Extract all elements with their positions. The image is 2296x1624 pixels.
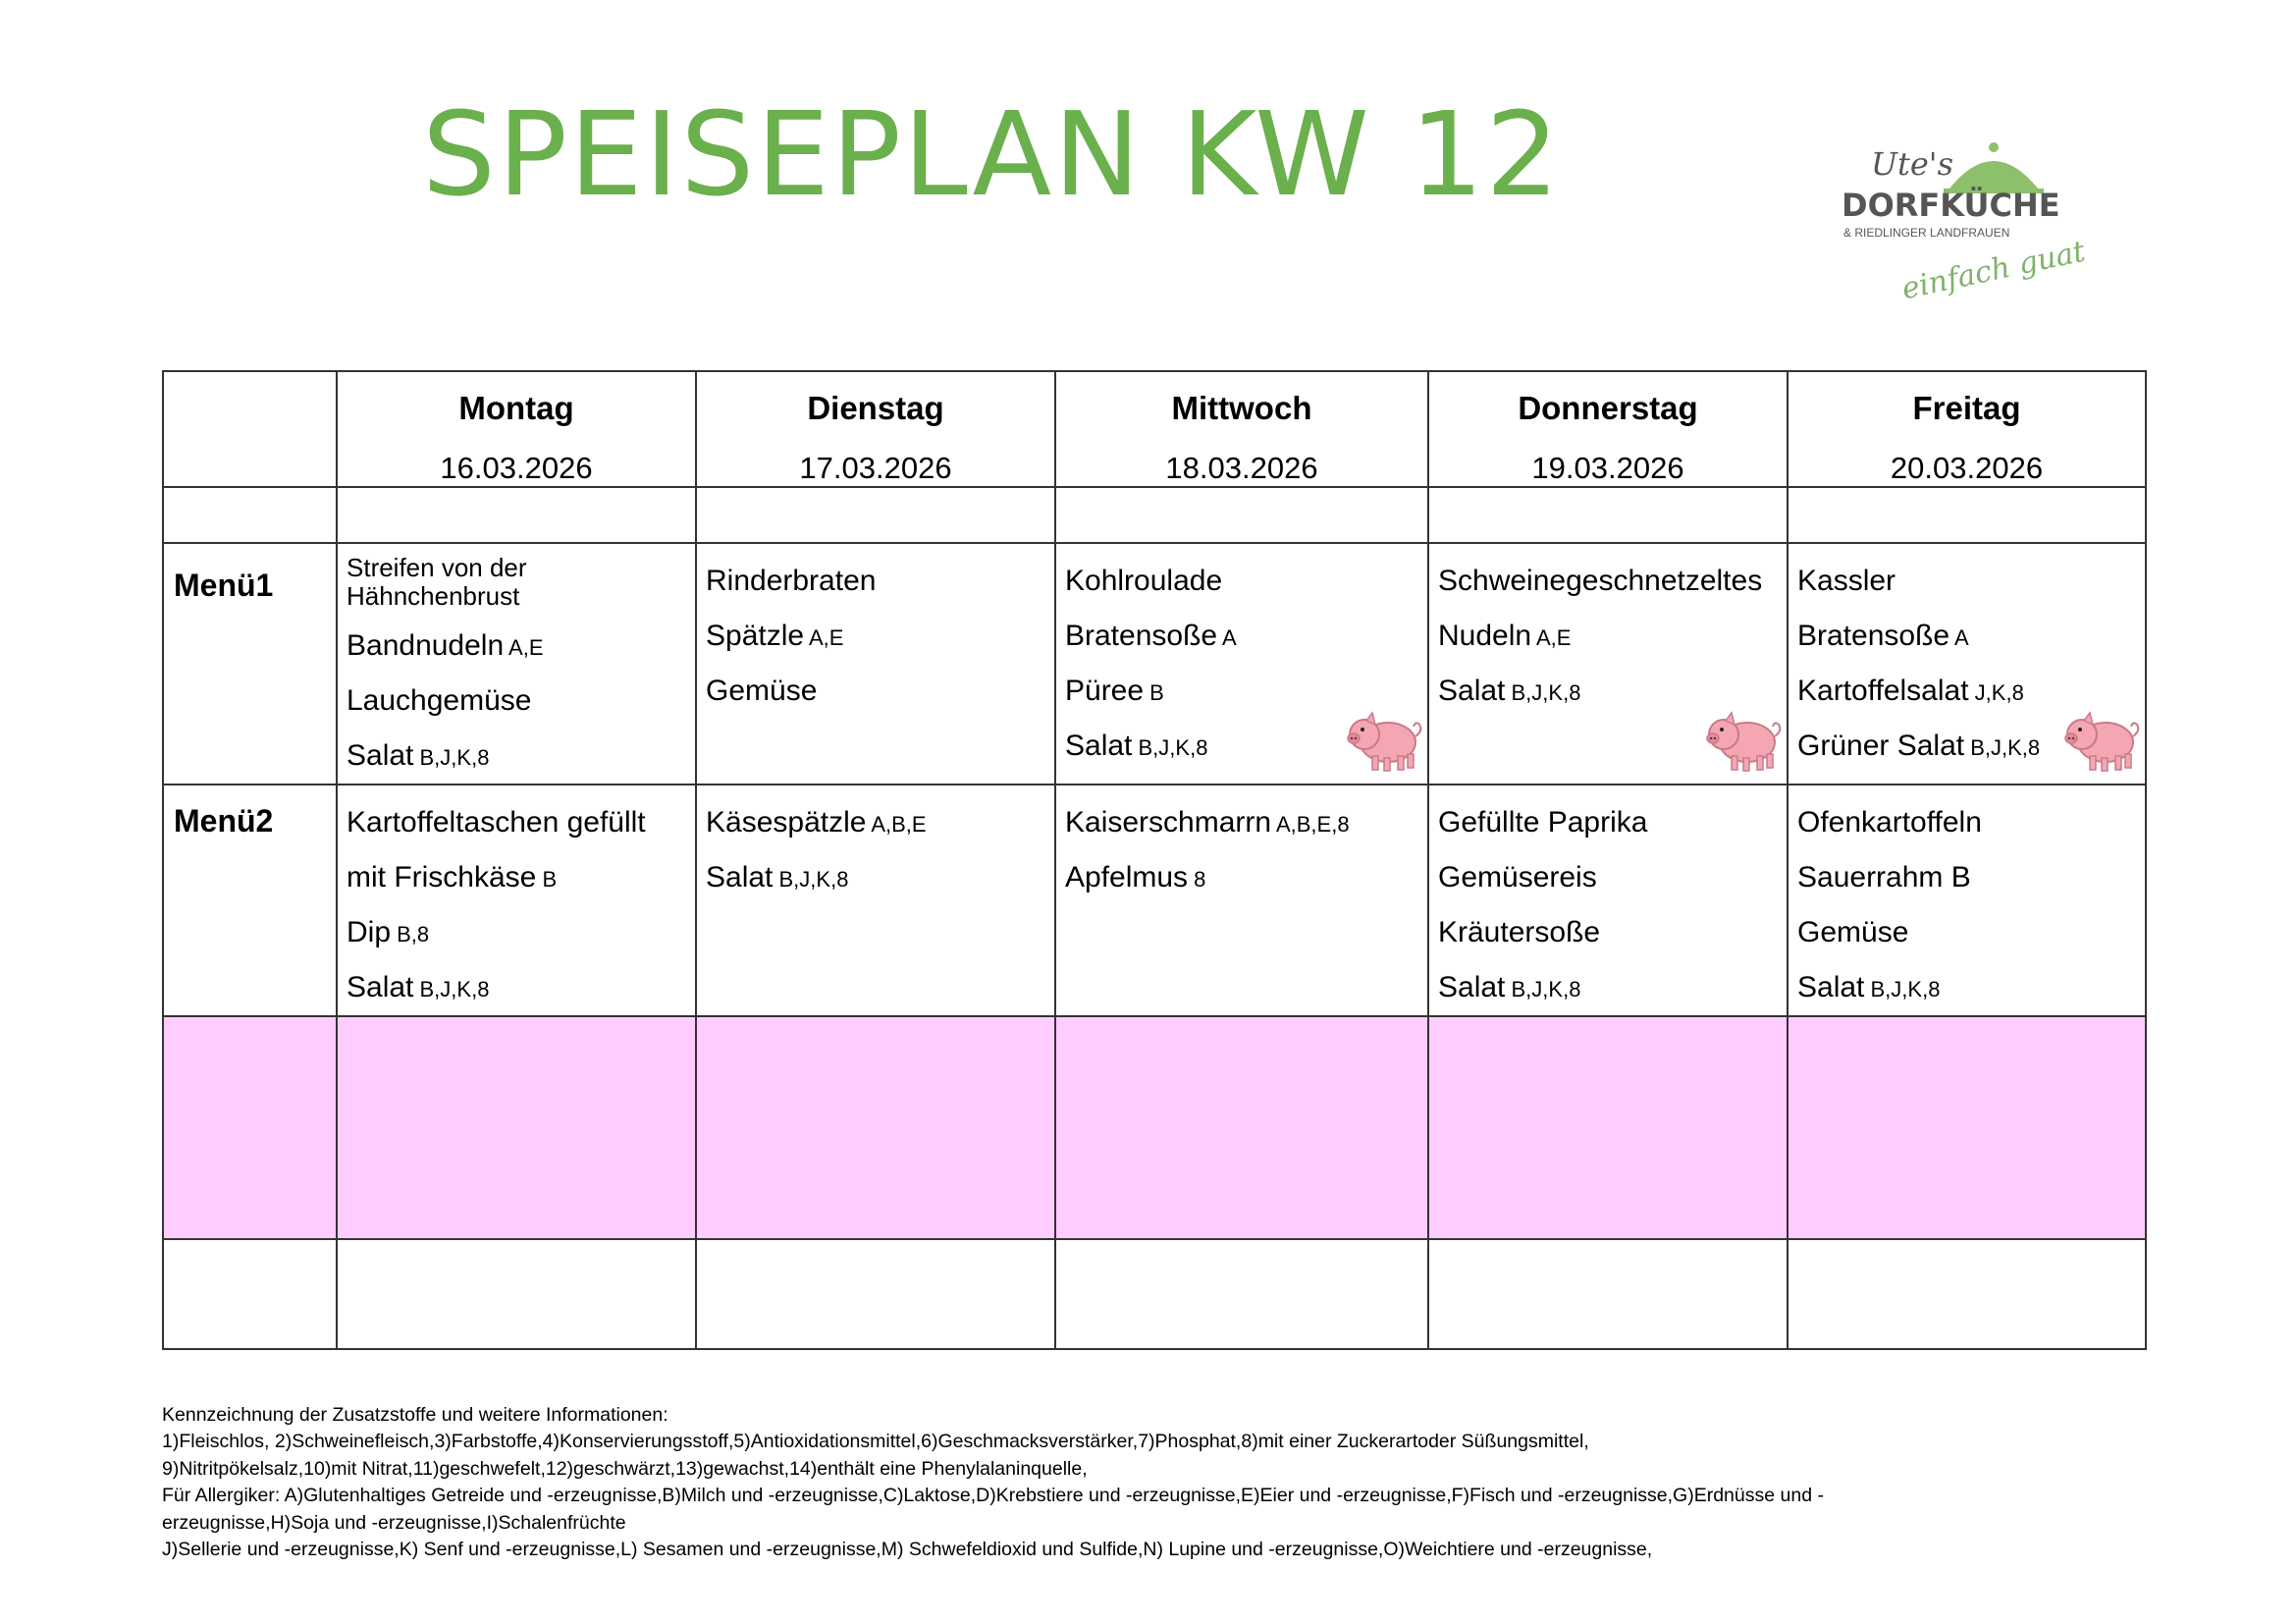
header-row	[163, 371, 2146, 487]
meal-name: Püree	[1065, 675, 1145, 707]
day-header: Freitag 20.03.2026	[1788, 371, 2146, 487]
meal-item	[1065, 795, 1427, 850]
meal-items	[697, 785, 1054, 905]
meal-name: Lauchgemüse	[347, 684, 532, 717]
allergen-code: B	[536, 867, 558, 892]
meal-name: Streifen von der Hähnchenbrust	[347, 553, 527, 611]
highlight-row	[163, 1016, 2146, 1239]
meal-name: Schweinegeschnetzeltes	[1438, 565, 1763, 597]
meal-item	[1797, 960, 2145, 1015]
meal-name: Bratensoße	[1797, 620, 1950, 652]
meal-cell	[1055, 785, 1428, 1016]
footer-line: Kennzeichnung der Zusatzstoffe und weitere Informationen:	[162, 1404, 668, 1426]
footer-line: erzeugnisse,H)Soja und -erzeugnisse,I)Schalenfrüchte	[162, 1511, 626, 1534]
menu2-row	[163, 785, 2146, 1016]
allergen-code: A,E	[1531, 625, 1572, 650]
allergen-code: B,J,K,8	[413, 977, 490, 1001]
footer-line: J)Sellerie und -erzeugnisse,K) Senf und -erzeugnisse,L) Sesamen und -erzeugnisse,M) Schwefeldioxid und Sulfide,N) Lupine und -erzeugnisse,O)Weichtiere und -erzeugnisse,	[162, 1539, 1653, 1561]
meal-name: Salat	[347, 971, 414, 1003]
allergen-code: B,J,K,8	[1132, 735, 1208, 760]
logo-slogan: einfach guat	[1898, 234, 2089, 307]
meal-item	[347, 674, 695, 729]
menu1-row	[163, 543, 2146, 785]
meal-name: Kaiserschmarrn	[1065, 806, 1272, 839]
menu-label: Menü2	[174, 803, 274, 839]
logo-name: DORFKÜCHE	[1842, 187, 2060, 224]
footer-line: Für Allergiker: A)Glutenhaltiges Getreide und -erzeugnisse,B)Milch und -erzeugnisse,C)Laktose,D)Krebstiere und -erzeugnisse,E)Eier und -erzeugnisse,F)Fisch und -erzeugnisse,G)Erdnüsse und -	[162, 1485, 1824, 1507]
meal-name: Sauerrahm B	[1797, 861, 1971, 893]
pig-icon	[1343, 705, 1425, 774]
meal-item	[347, 619, 695, 674]
meal-name: Rinderbraten	[706, 565, 877, 597]
meal-items	[1429, 544, 1787, 719]
meal-items	[1056, 785, 1427, 905]
allergen-code: A	[1217, 625, 1237, 650]
menu-table	[162, 370, 2147, 1350]
meal-name: Kohlroulade	[1065, 565, 1223, 597]
meal-items	[1789, 785, 2145, 1015]
meal-name: Gemüse	[1797, 916, 1909, 948]
meal-name: Kräutersoße	[1438, 916, 1601, 948]
allergen-code: B,J,K,8	[1505, 977, 1581, 1001]
meal-item	[1797, 795, 2145, 850]
allergen-code: A	[1949, 625, 1969, 650]
meal-item	[1065, 609, 1427, 664]
meal-name: Salat	[1797, 971, 1865, 1003]
meal-name: Bandnudeln	[347, 629, 505, 662]
meal-name: Kartoffelsalat	[1797, 675, 1969, 707]
meal-name: Salat	[1438, 675, 1506, 707]
meal-name: Ofenkartoffeln	[1797, 806, 1982, 839]
meal-cell	[696, 785, 1055, 1016]
allergen-code: B,J,K,8	[1864, 977, 1941, 1001]
meal-item	[347, 554, 695, 611]
meal-name: Gefüllte Paprika	[1438, 806, 1648, 839]
meal-cell	[1055, 543, 1428, 785]
allergen-code: A,E	[804, 625, 844, 650]
meal-name: Grüner Salat	[1797, 730, 1965, 762]
allergen-code: B,J,K,8	[1964, 735, 2041, 760]
day-header: Montag 16.03.2026	[337, 371, 696, 487]
meal-item	[347, 850, 695, 905]
meal-items	[338, 544, 695, 784]
allergen-code: B,J,K,8	[413, 745, 490, 770]
allergen-code: B,J,K,8	[773, 867, 849, 892]
meal-name: Dip	[347, 916, 392, 948]
meal-cell	[337, 543, 696, 785]
meal-name: Salat	[1438, 971, 1506, 1003]
meal-name: Nudeln	[1438, 620, 1532, 652]
logo-sub: & RIEDLINGER LANDFRAUEN	[1843, 226, 2010, 240]
meal-name: Käsespätzle	[706, 806, 867, 839]
meal-item	[347, 960, 695, 1015]
meal-item	[1797, 554, 2145, 609]
meal-item	[706, 795, 1054, 850]
day-header: Donnerstag 19.03.2026	[1428, 371, 1788, 487]
meal-name: Salat	[347, 739, 414, 772]
logo-script: Ute's	[1871, 145, 1953, 183]
meal-name: Apfelmus	[1065, 861, 1189, 893]
footer-line: 9)Nitritpökelsalz,10)mit Nitrat,11)geschwefelt,12)geschwärzt,13)gewachst,14)enthält eine Phenylalaninquelle,	[162, 1457, 1088, 1480]
empty-row	[163, 1239, 2146, 1349]
allergen-code: B,J,K,8	[1505, 680, 1581, 705]
meal-item	[1797, 905, 2145, 960]
meal-item	[1438, 850, 1787, 905]
allergen-code: A,E	[504, 635, 544, 660]
meal-cell	[1788, 785, 2146, 1016]
footer-line: 1)Fleischlos, 2)Schweinefleisch,3)Farbstoffe,4)Konservierungsstoff,5)Antioxidationsmittel,6)Geschmacksverstärker,7)Phosphat,8)mit einer Zuckerartoder Süßungsmittel,	[162, 1431, 1589, 1453]
meal-item	[1438, 960, 1787, 1015]
allergen-code: J,K,8	[1968, 680, 2024, 705]
pig-icon	[2060, 705, 2143, 774]
meal-name: Spätzle	[706, 620, 805, 652]
meal-item	[347, 905, 695, 960]
meal-cell	[1428, 543, 1788, 785]
meal-item	[1438, 554, 1787, 609]
meal-item	[1065, 850, 1427, 905]
meal-name: Bratensoße	[1065, 620, 1218, 652]
allergen-code: 8	[1188, 867, 1206, 892]
meal-item	[706, 850, 1054, 905]
pig-icon	[1702, 705, 1785, 774]
meal-items	[697, 544, 1054, 719]
menu-label: Menü1	[174, 568, 274, 603]
day-header: Dienstag 17.03.2026	[696, 371, 1055, 487]
meal-item	[347, 795, 695, 850]
meal-item	[1438, 905, 1787, 960]
meal-cell	[696, 543, 1055, 785]
meal-items	[1429, 785, 1787, 1015]
meal-item	[706, 664, 1054, 719]
meal-name: Salat	[706, 861, 774, 893]
menu-label-cell	[163, 543, 337, 785]
meal-item	[1438, 795, 1787, 850]
meal-item	[706, 554, 1054, 609]
allergen-code: B	[1144, 680, 1164, 705]
meal-name: Kassler	[1797, 565, 1896, 597]
meal-item	[1065, 554, 1427, 609]
spacer-row	[163, 487, 2146, 543]
footer-notes	[162, 1402, 2125, 1563]
meal-item	[1797, 850, 2145, 905]
menu-label-cell	[163, 785, 337, 1016]
meal-cell	[1428, 785, 1788, 1016]
meal-cell	[1788, 543, 2146, 785]
meal-item	[347, 729, 695, 784]
meal-name: Kartoffeltaschen gefüllt	[347, 806, 646, 839]
page-title: SPEISEPLAN KW 12	[422, 86, 1562, 222]
meal-cell	[337, 785, 696, 1016]
meal-name: mit Frischkäse	[347, 861, 537, 893]
meal-item	[706, 609, 1054, 664]
meal-items	[338, 785, 695, 1015]
allergen-code: A,B,E	[866, 812, 927, 837]
meal-name: Gemüse	[706, 675, 818, 707]
corner-cell	[163, 371, 337, 487]
day-header: Mittwoch 18.03.2026	[1055, 371, 1428, 487]
allergen-code: B,8	[391, 922, 430, 947]
meal-name: Gemüsereis	[1438, 861, 1597, 893]
logo	[1832, 137, 2089, 314]
allergen-code: A,B,E,8	[1271, 812, 1350, 837]
meal-item	[1438, 609, 1787, 664]
meal-item	[1797, 609, 2145, 664]
meal-name: Salat	[1065, 730, 1133, 762]
